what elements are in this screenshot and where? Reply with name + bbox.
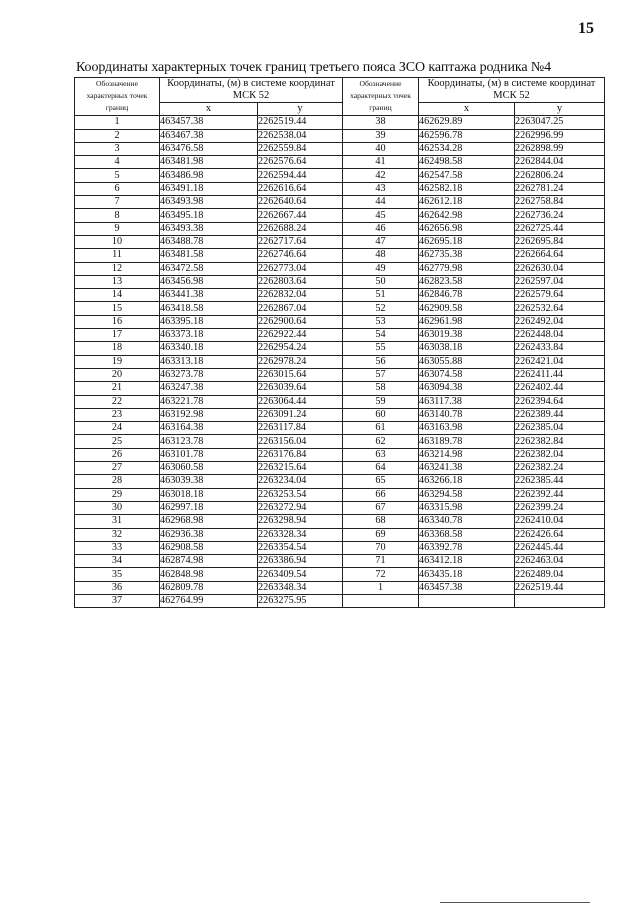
y-coordinate-cell: 2263117.84 bbox=[258, 422, 343, 435]
y-coordinate-cell: 2262773.04 bbox=[258, 262, 343, 275]
y-coordinate-cell: 2262688.24 bbox=[258, 222, 343, 235]
table-row bbox=[75, 329, 605, 342]
point-number-cell: 64 bbox=[343, 462, 419, 475]
x-coordinate-cell: 463189.78 bbox=[419, 435, 515, 448]
point-number-cell: 46 bbox=[343, 222, 419, 235]
table-row bbox=[75, 581, 605, 594]
y-coordinate-cell: 2262695.84 bbox=[515, 235, 605, 248]
y-coordinate-cell: 2262758.84 bbox=[515, 196, 605, 209]
y-coordinate-cell: 2262597.04 bbox=[515, 275, 605, 288]
point-number-cell: 52 bbox=[343, 302, 419, 315]
point-number-cell: 6 bbox=[75, 182, 160, 195]
y-coordinate-cell: 2262954.24 bbox=[258, 342, 343, 355]
point-number-cell: 42 bbox=[343, 169, 419, 182]
y-coordinate-cell: 2262382.84 bbox=[515, 435, 605, 448]
y-coordinate-cell: 2262382.24 bbox=[515, 462, 605, 475]
y-coordinate-cell: 2262898.99 bbox=[515, 142, 605, 155]
point-number-cell: 1 bbox=[75, 116, 160, 129]
y-coordinate-cell: 2263015.64 bbox=[258, 368, 343, 381]
x-coordinate-cell: 463495.18 bbox=[160, 209, 258, 222]
y-coordinate-cell: 2262519.44 bbox=[515, 581, 605, 594]
y-coordinate-cell: 2262803.64 bbox=[258, 275, 343, 288]
y-coordinate-cell: 2262630.04 bbox=[515, 262, 605, 275]
point-number-cell: 62 bbox=[343, 435, 419, 448]
x-coordinate-cell: 462629.89 bbox=[419, 116, 515, 129]
point-number-cell: 3 bbox=[75, 142, 160, 155]
y-coordinate-cell: 2263091.24 bbox=[258, 408, 343, 421]
y-coordinate-cell: 2262806.24 bbox=[515, 169, 605, 182]
coords-column-header-left: Координаты, (м) в системе координат МСК 52 bbox=[160, 78, 343, 103]
y-coordinate-cell: 2263039.64 bbox=[258, 382, 343, 395]
point-number-cell: 53 bbox=[343, 315, 419, 328]
table-row bbox=[75, 488, 605, 501]
point-number-cell: 25 bbox=[75, 435, 160, 448]
point-number-cell: 40 bbox=[343, 142, 419, 155]
y-coordinate-cell: 2263328.34 bbox=[258, 528, 343, 541]
point-number-cell: 17 bbox=[75, 329, 160, 342]
point-column-header-left: Обозначение характерных точек границ bbox=[75, 78, 160, 116]
table-row bbox=[75, 196, 605, 209]
y-coordinate-cell: 2262996.99 bbox=[515, 129, 605, 142]
point-number-cell: 43 bbox=[343, 182, 419, 195]
point-number-cell: 19 bbox=[75, 355, 160, 368]
y-coordinate-cell: 2263348.34 bbox=[258, 581, 343, 594]
x-coordinate-cell: 463488.78 bbox=[160, 235, 258, 248]
point-number-cell: 31 bbox=[75, 515, 160, 528]
point-number-cell: 47 bbox=[343, 235, 419, 248]
y-coordinate-cell: 2262389.44 bbox=[515, 408, 605, 421]
point-number-cell: 33 bbox=[75, 541, 160, 554]
x-coordinate-cell: 462656.98 bbox=[419, 222, 515, 235]
point-number-cell: 21 bbox=[75, 382, 160, 395]
y-header-right: y bbox=[515, 103, 605, 116]
x-coordinate-cell: 463315.98 bbox=[419, 501, 515, 514]
x-coordinate-cell: 462997.18 bbox=[160, 501, 258, 514]
document-title: Координаты характерных точек границ третьего пояса ЗСО каптажа родника №4 bbox=[76, 60, 551, 75]
x-coordinate-cell: 463467.38 bbox=[160, 129, 258, 142]
x-coordinate-cell: 463094.38 bbox=[419, 382, 515, 395]
table-row bbox=[75, 129, 605, 142]
y-coordinate-cell: 2263272.94 bbox=[258, 501, 343, 514]
x-coordinate-cell: 463018.18 bbox=[160, 488, 258, 501]
table-row bbox=[75, 275, 605, 288]
y-coordinate-cell: 2262717.64 bbox=[258, 235, 343, 248]
point-number-cell: 36 bbox=[75, 581, 160, 594]
x-coordinate-cell: 462874.98 bbox=[160, 555, 258, 568]
x-coordinate-cell: 463491.18 bbox=[160, 182, 258, 195]
point-number-cell: 30 bbox=[75, 501, 160, 514]
point-number-cell: 49 bbox=[343, 262, 419, 275]
table-row bbox=[75, 355, 605, 368]
y-coordinate-cell: 2263275.95 bbox=[258, 594, 343, 607]
x-coordinate-cell: 463441.38 bbox=[160, 289, 258, 302]
table-row bbox=[75, 169, 605, 182]
y-coordinate-cell: 2262433.84 bbox=[515, 342, 605, 355]
y-coordinate-cell: 2262559.84 bbox=[258, 142, 343, 155]
point-number-cell: 35 bbox=[75, 568, 160, 581]
x-coordinate-cell: 463101.78 bbox=[160, 448, 258, 461]
point-number-cell: 22 bbox=[75, 395, 160, 408]
y-coordinate-cell: 2262579.64 bbox=[515, 289, 605, 302]
x-coordinate-cell: 462612.18 bbox=[419, 196, 515, 209]
point-number-cell: 59 bbox=[343, 395, 419, 408]
point-number-cell: 11 bbox=[75, 249, 160, 262]
table-row bbox=[75, 209, 605, 222]
x-coordinate-cell bbox=[419, 594, 515, 607]
x-coordinate-cell: 463457.38 bbox=[160, 116, 258, 129]
point-number-cell: 4 bbox=[75, 156, 160, 169]
table-row bbox=[75, 142, 605, 155]
point-number-cell: 54 bbox=[343, 329, 419, 342]
y-coordinate-cell: 2262519.44 bbox=[258, 116, 343, 129]
point-number-cell: 16 bbox=[75, 315, 160, 328]
x-coordinate-cell: 463340.18 bbox=[160, 342, 258, 355]
y-coordinate-cell: 2262445.44 bbox=[515, 541, 605, 554]
point-number-cell: 34 bbox=[75, 555, 160, 568]
table-row bbox=[75, 368, 605, 381]
y-coordinate-cell: 2262667.44 bbox=[258, 209, 343, 222]
table-row bbox=[75, 262, 605, 275]
x-coordinate-cell: 463435.18 bbox=[419, 568, 515, 581]
y-coordinate-cell: 2262594.44 bbox=[258, 169, 343, 182]
table-row bbox=[75, 515, 605, 528]
x-coordinate-cell: 463472.58 bbox=[160, 262, 258, 275]
y-header-left: y bbox=[258, 103, 343, 116]
x-coordinate-cell: 462823.58 bbox=[419, 275, 515, 288]
x-coordinate-cell: 462642.98 bbox=[419, 209, 515, 222]
table-row bbox=[75, 528, 605, 541]
y-coordinate-cell: 2262832.04 bbox=[258, 289, 343, 302]
y-coordinate-cell: 2262781.24 bbox=[515, 182, 605, 195]
point-number-cell: 13 bbox=[75, 275, 160, 288]
footer-line bbox=[440, 902, 590, 903]
point-number-cell: 70 bbox=[343, 541, 419, 554]
y-coordinate-cell: 2262867.04 bbox=[258, 302, 343, 315]
y-coordinate-cell: 2263215.64 bbox=[258, 462, 343, 475]
x-coordinate-cell: 463481.58 bbox=[160, 249, 258, 262]
y-coordinate-cell: 2262426.64 bbox=[515, 528, 605, 541]
table-row bbox=[75, 382, 605, 395]
point-number-cell: 60 bbox=[343, 408, 419, 421]
x-coordinate-cell: 463247.38 bbox=[160, 382, 258, 395]
y-coordinate-cell: 2262394.64 bbox=[515, 395, 605, 408]
y-coordinate-cell: 2262410.04 bbox=[515, 515, 605, 528]
point-number-cell: 71 bbox=[343, 555, 419, 568]
x-coordinate-cell: 463123.78 bbox=[160, 435, 258, 448]
x-coordinate-cell: 463214.98 bbox=[419, 448, 515, 461]
x-coordinate-cell: 463060.58 bbox=[160, 462, 258, 475]
y-coordinate-cell: 2262844.04 bbox=[515, 156, 605, 169]
x-coordinate-cell: 462534.28 bbox=[419, 142, 515, 155]
y-coordinate-cell: 2263156.04 bbox=[258, 435, 343, 448]
table-body bbox=[75, 116, 605, 608]
x-coordinate-cell: 463163.98 bbox=[419, 422, 515, 435]
point-number-cell: 65 bbox=[343, 475, 419, 488]
coordinates-table bbox=[74, 77, 605, 608]
point-number-cell: 39 bbox=[343, 129, 419, 142]
point-number-cell: 38 bbox=[343, 116, 419, 129]
point-number-cell: 23 bbox=[75, 408, 160, 421]
x-coordinate-cell: 463055.88 bbox=[419, 355, 515, 368]
x-coordinate-cell: 463221.78 bbox=[160, 395, 258, 408]
table-row bbox=[75, 435, 605, 448]
x-coordinate-cell: 463039.38 bbox=[160, 475, 258, 488]
y-coordinate-cell: 2262392.44 bbox=[515, 488, 605, 501]
x-coordinate-cell: 462596.78 bbox=[419, 129, 515, 142]
point-number-cell: 28 bbox=[75, 475, 160, 488]
table-row bbox=[75, 249, 605, 262]
point-number-cell: 14 bbox=[75, 289, 160, 302]
table-row bbox=[75, 462, 605, 475]
x-coordinate-cell: 463476.58 bbox=[160, 142, 258, 155]
x-coordinate-cell: 463340.78 bbox=[419, 515, 515, 528]
point-number-cell: 58 bbox=[343, 382, 419, 395]
x-coordinate-cell: 463266.18 bbox=[419, 475, 515, 488]
point-number-cell: 69 bbox=[343, 528, 419, 541]
point-number-cell: 1 bbox=[343, 581, 419, 594]
point-number-cell: 48 bbox=[343, 249, 419, 262]
table-header-row bbox=[75, 78, 605, 103]
table-row bbox=[75, 182, 605, 195]
y-coordinate-cell: 2263409.54 bbox=[258, 568, 343, 581]
x-coordinate-cell: 462582.18 bbox=[419, 182, 515, 195]
x-coordinate-cell: 462909.58 bbox=[419, 302, 515, 315]
y-coordinate-cell: 2262402.44 bbox=[515, 382, 605, 395]
point-number-cell: 8 bbox=[75, 209, 160, 222]
point-number-cell bbox=[343, 594, 419, 607]
y-coordinate-cell: 2263234.04 bbox=[258, 475, 343, 488]
y-coordinate-cell: 2262978.24 bbox=[258, 355, 343, 368]
point-number-cell: 61 bbox=[343, 422, 419, 435]
x-coordinate-cell: 463241.38 bbox=[419, 462, 515, 475]
table-row bbox=[75, 342, 605, 355]
table-row bbox=[75, 315, 605, 328]
point-number-cell: 51 bbox=[343, 289, 419, 302]
y-coordinate-cell: 2262382.04 bbox=[515, 448, 605, 461]
point-number-cell: 68 bbox=[343, 515, 419, 528]
x-coordinate-cell: 462779.98 bbox=[419, 262, 515, 275]
y-coordinate-cell: 2262399.24 bbox=[515, 501, 605, 514]
point-number-cell: 57 bbox=[343, 368, 419, 381]
x-coordinate-cell: 463074.58 bbox=[419, 368, 515, 381]
y-coordinate-cell: 2262900.64 bbox=[258, 315, 343, 328]
x-coordinate-cell: 463313.18 bbox=[160, 355, 258, 368]
x-coordinate-cell: 462936.38 bbox=[160, 528, 258, 541]
point-number-cell: 18 bbox=[75, 342, 160, 355]
y-coordinate-cell bbox=[515, 594, 605, 607]
point-number-cell: 5 bbox=[75, 169, 160, 182]
y-coordinate-cell: 2262385.04 bbox=[515, 422, 605, 435]
y-coordinate-cell: 2263386.94 bbox=[258, 555, 343, 568]
point-number-cell: 15 bbox=[75, 302, 160, 315]
point-number-cell: 10 bbox=[75, 235, 160, 248]
table-row bbox=[75, 555, 605, 568]
table-row bbox=[75, 235, 605, 248]
table-row bbox=[75, 408, 605, 421]
point-number-cell: 2 bbox=[75, 129, 160, 142]
point-column-header-right: Обозначение характерных точек границ bbox=[343, 78, 419, 116]
x-coordinate-cell: 462809.78 bbox=[160, 581, 258, 594]
x-coordinate-cell: 463038.18 bbox=[419, 342, 515, 355]
point-number-cell: 32 bbox=[75, 528, 160, 541]
y-coordinate-cell: 2262489.04 bbox=[515, 568, 605, 581]
point-number-cell: 37 bbox=[75, 594, 160, 607]
x-coordinate-cell: 463373.18 bbox=[160, 329, 258, 342]
coords-column-header-right: Координаты, (м) в системе координат МСК 52 bbox=[419, 78, 605, 103]
y-coordinate-cell: 2262385.44 bbox=[515, 475, 605, 488]
point-number-cell: 20 bbox=[75, 368, 160, 381]
x-coordinate-cell: 463294.58 bbox=[419, 488, 515, 501]
y-coordinate-cell: 2262616.64 bbox=[258, 182, 343, 195]
point-number-cell: 9 bbox=[75, 222, 160, 235]
x-coordinate-cell: 462961.98 bbox=[419, 315, 515, 328]
x-coordinate-cell: 463164.38 bbox=[160, 422, 258, 435]
point-number-cell: 63 bbox=[343, 448, 419, 461]
y-coordinate-cell: 2262538.04 bbox=[258, 129, 343, 142]
point-number-cell: 26 bbox=[75, 448, 160, 461]
x-coordinate-cell: 462547.58 bbox=[419, 169, 515, 182]
y-coordinate-cell: 2263047.25 bbox=[515, 116, 605, 129]
x-coordinate-cell: 463493.38 bbox=[160, 222, 258, 235]
y-coordinate-cell: 2262532.64 bbox=[515, 302, 605, 315]
x-coordinate-cell: 462848.98 bbox=[160, 568, 258, 581]
x-coordinate-cell: 463395.18 bbox=[160, 315, 258, 328]
x-coordinate-cell: 463412.18 bbox=[419, 555, 515, 568]
x-coordinate-cell: 463486.98 bbox=[160, 169, 258, 182]
point-number-cell: 24 bbox=[75, 422, 160, 435]
table-row bbox=[75, 289, 605, 302]
table-row bbox=[75, 156, 605, 169]
point-number-cell: 55 bbox=[343, 342, 419, 355]
y-coordinate-cell: 2262746.64 bbox=[258, 249, 343, 262]
x-coordinate-cell: 462968.98 bbox=[160, 515, 258, 528]
y-coordinate-cell: 2262463.04 bbox=[515, 555, 605, 568]
table-row bbox=[75, 501, 605, 514]
table-row bbox=[75, 116, 605, 129]
table-row bbox=[75, 302, 605, 315]
x-coordinate-cell: 462764.99 bbox=[160, 594, 258, 607]
y-coordinate-cell: 2263253.54 bbox=[258, 488, 343, 501]
point-number-cell: 27 bbox=[75, 462, 160, 475]
table-row bbox=[75, 594, 605, 607]
y-coordinate-cell: 2263354.54 bbox=[258, 541, 343, 554]
y-coordinate-cell: 2262421.04 bbox=[515, 355, 605, 368]
x-coordinate-cell: 462695.18 bbox=[419, 235, 515, 248]
x-coordinate-cell: 463192.98 bbox=[160, 408, 258, 421]
y-coordinate-cell: 2262411.44 bbox=[515, 368, 605, 381]
point-number-cell: 7 bbox=[75, 196, 160, 209]
x-coordinate-cell: 462498.58 bbox=[419, 156, 515, 169]
y-coordinate-cell: 2262492.04 bbox=[515, 315, 605, 328]
x-coordinate-cell: 463481.98 bbox=[160, 156, 258, 169]
point-number-cell: 44 bbox=[343, 196, 419, 209]
y-coordinate-cell: 2262664.64 bbox=[515, 249, 605, 262]
y-coordinate-cell: 2262448.04 bbox=[515, 329, 605, 342]
point-number-cell: 45 bbox=[343, 209, 419, 222]
y-coordinate-cell: 2262922.44 bbox=[258, 329, 343, 342]
y-coordinate-cell: 2262576.64 bbox=[258, 156, 343, 169]
x-coordinate-cell: 463418.58 bbox=[160, 302, 258, 315]
point-number-cell: 29 bbox=[75, 488, 160, 501]
y-coordinate-cell: 2262640.64 bbox=[258, 196, 343, 209]
point-number-cell: 56 bbox=[343, 355, 419, 368]
point-number-cell: 50 bbox=[343, 275, 419, 288]
x-coordinate-cell: 463457.38 bbox=[419, 581, 515, 594]
x-header-right: x bbox=[419, 103, 515, 116]
page-number: 15 bbox=[578, 20, 594, 37]
point-number-cell: 41 bbox=[343, 156, 419, 169]
x-coordinate-cell: 463140.78 bbox=[419, 408, 515, 421]
table-row bbox=[75, 395, 605, 408]
point-number-cell: 12 bbox=[75, 262, 160, 275]
x-coordinate-cell: 463273.78 bbox=[160, 368, 258, 381]
point-number-cell: 66 bbox=[343, 488, 419, 501]
x-coordinate-cell: 463493.98 bbox=[160, 196, 258, 209]
x-header-left: x bbox=[160, 103, 258, 116]
x-coordinate-cell: 463456.98 bbox=[160, 275, 258, 288]
y-coordinate-cell: 2263298.94 bbox=[258, 515, 343, 528]
x-coordinate-cell: 462735.38 bbox=[419, 249, 515, 262]
y-coordinate-cell: 2262725.44 bbox=[515, 222, 605, 235]
table-row bbox=[75, 422, 605, 435]
x-coordinate-cell: 463392.78 bbox=[419, 541, 515, 554]
table-row bbox=[75, 568, 605, 581]
point-number-cell: 67 bbox=[343, 501, 419, 514]
x-coordinate-cell: 463368.58 bbox=[419, 528, 515, 541]
table-row bbox=[75, 448, 605, 461]
x-coordinate-cell: 463117.38 bbox=[419, 395, 515, 408]
y-coordinate-cell: 2262736.24 bbox=[515, 209, 605, 222]
y-coordinate-cell: 2263064.44 bbox=[258, 395, 343, 408]
y-coordinate-cell: 2263176.84 bbox=[258, 448, 343, 461]
x-coordinate-cell: 463019.38 bbox=[419, 329, 515, 342]
table-row bbox=[75, 541, 605, 554]
x-coordinate-cell: 462908.58 bbox=[160, 541, 258, 554]
point-number-cell: 72 bbox=[343, 568, 419, 581]
table-row bbox=[75, 222, 605, 235]
table-row bbox=[75, 475, 605, 488]
x-coordinate-cell: 462846.78 bbox=[419, 289, 515, 302]
